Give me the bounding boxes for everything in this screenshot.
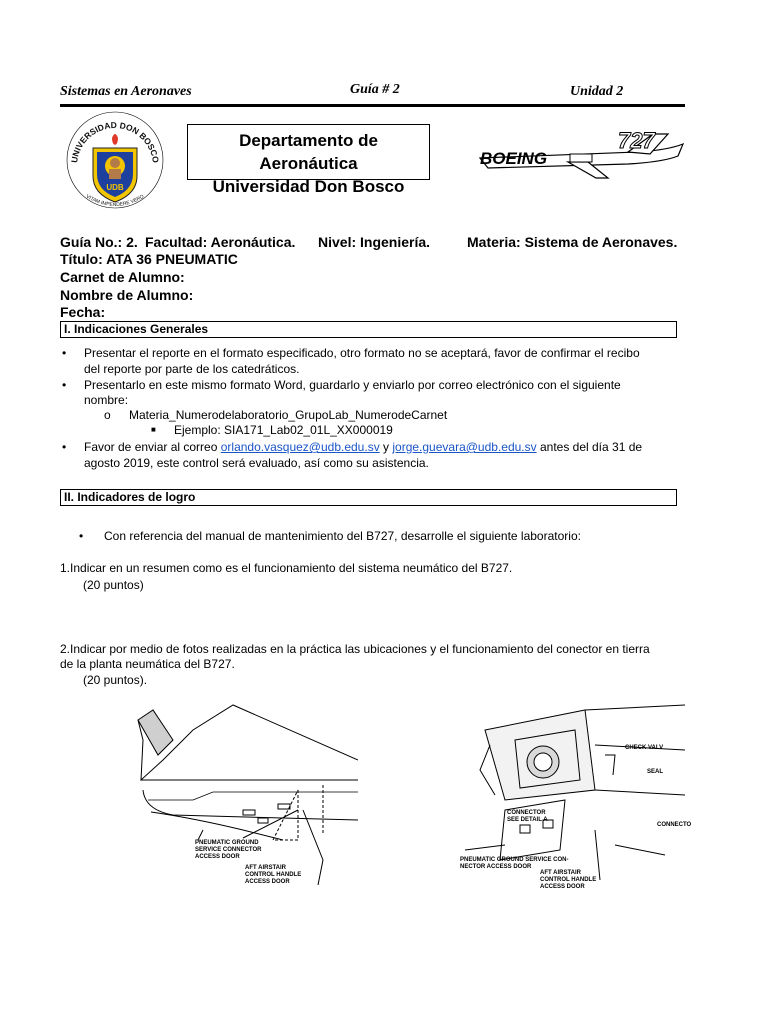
instruction-1-line2: del reporte por parte de los catedráticos.	[84, 362, 300, 376]
label-line: PNEUMATIC GROUND	[195, 840, 259, 846]
label-pneumatic-door-right	[460, 857, 568, 871]
guide-number: Guía No.: 2.	[60, 234, 138, 250]
section-achievement-indicators: II. Indicadores de logro	[60, 489, 677, 506]
figure-tail-section	[133, 700, 358, 890]
bullet-dot: •	[62, 378, 67, 392]
question-2-line2: de la planta neumática del B727.	[60, 657, 235, 671]
label-airstair-door-right	[540, 870, 596, 891]
student-id-field: Carnet de Alumno:	[60, 269, 185, 285]
label-pneumatic-door-left	[195, 840, 261, 861]
label-line: SERVICE CONNECTOR	[195, 847, 262, 853]
lab-intro: Con referencia del manual de mantenimiento del B727, desarrolle el siguiente laboratorio:	[104, 529, 581, 543]
label-line: ACCESS DOOR	[245, 879, 290, 885]
email-suffix: antes del día 31 de	[536, 440, 643, 454]
question-2-line1: 2.Indicar por medio de fotos realizadas en la práctica las ubicaciones y el funcionamiento del conector en tierra	[60, 642, 650, 656]
logo-top-text: UNIVERSIDAD DON BOSCO	[69, 119, 161, 164]
student-name-field: Nombre de Alumno:	[60, 287, 194, 303]
instruction-2-line1: Presentarlo en este mismo formato Word, guardarlo y enviarlo por correo electrónico con el siguiente	[84, 378, 621, 392]
label-connector: CONNECTO	[657, 822, 692, 828]
header-rule	[60, 104, 685, 107]
label-connector-detail	[507, 810, 548, 824]
bullet-dot: •	[62, 440, 67, 454]
email-joiner: y	[379, 440, 393, 454]
label-line: ACCESS DOOR	[195, 854, 240, 860]
date-field: Fecha:	[60, 304, 106, 320]
bullet-dot: •	[62, 346, 67, 360]
university-logo	[62, 108, 168, 224]
email-link-jorge[interactable]: jorge.guevara@udb.edu.sv	[392, 440, 537, 454]
label-line: AFT AIRSTAIR	[245, 865, 286, 871]
logo-motto: VITAM IMPENDERE VERO	[84, 193, 146, 209]
instruction-1-line1: Presentar el reporte en el formato especificado, otro formato no se aceptará, favor de confirmar el recibo	[84, 346, 640, 360]
header-unit: Unidad 2	[570, 84, 624, 99]
label-line: CONTROL HANDLE	[540, 877, 597, 883]
section-general-instructions: I. Indicaciones Generales	[60, 321, 677, 338]
figure-connector-detail	[455, 700, 692, 890]
email-link-orlando[interactable]: orlando.vasquez@udb.edu.sv	[220, 440, 380, 454]
svg-text:UDB: UDB	[106, 183, 124, 192]
email-prefix: Favor de enviar al correo	[84, 440, 221, 454]
department-box	[187, 124, 430, 196]
boeing-brand: BOEING	[480, 149, 548, 168]
header-guide-number: Guía # 2	[350, 82, 400, 97]
label-line: CONNECTOR	[507, 810, 546, 816]
label-line: AFT AIRSTAIR	[540, 870, 581, 876]
instruction-2-line2: nombre:	[84, 393, 129, 407]
filename-example: Ejemplo: SIA171_Lab02_01L_XX000019	[174, 423, 393, 437]
level: Nivel: Ingeniería.	[318, 234, 431, 250]
boeing-727-logo	[478, 128, 688, 184]
bullet-dot: •	[79, 529, 84, 543]
label-line: SEE DETAIL A	[507, 817, 548, 823]
question-2-points: (20 puntos).	[83, 673, 148, 687]
university-name: Universidad Don Bosco	[212, 177, 405, 196]
faculty: Facultad: Aeronáutica.	[145, 234, 296, 250]
instruction-3-line2: agosto 2019, este control será evaluado, así como su asistencia.	[84, 456, 429, 470]
subject: Materia: Sistema de Aeronaves.	[467, 234, 678, 250]
filename-format: Materia_Numerodelaboratorio_GrupoLab_NumerodeCarnet	[129, 408, 448, 422]
label-line: PNEUMATIC GROUND SERVICE CON-	[460, 857, 569, 863]
label-airstair-door-left	[245, 865, 301, 886]
label-line: CONTROL HANDLE	[245, 872, 302, 878]
label-seal: SEAL	[647, 769, 664, 775]
label-line: NECTOR ACCESS DOOR	[460, 864, 532, 870]
question-1: 1.Indicar en un resumen como es el funcionamiento del sistema neumático del B727.	[60, 561, 513, 575]
question-1-points: (20 puntos)	[83, 578, 144, 592]
header-course: Sistemas en Aeronaves	[60, 84, 192, 99]
label-line: ACCESS DOOR	[540, 884, 585, 890]
square-bullet: ■	[151, 425, 156, 434]
boeing-model: 727	[618, 128, 655, 153]
department-name: Departamento de Aeronáutica	[239, 131, 378, 173]
instruction-3-line1	[84, 439, 642, 455]
title-field: Título: ATA 36 PNEUMATIC	[60, 251, 238, 267]
label-check-valve: CHECK VALV	[625, 745, 664, 751]
sub-bullet-o: o	[104, 408, 111, 422]
